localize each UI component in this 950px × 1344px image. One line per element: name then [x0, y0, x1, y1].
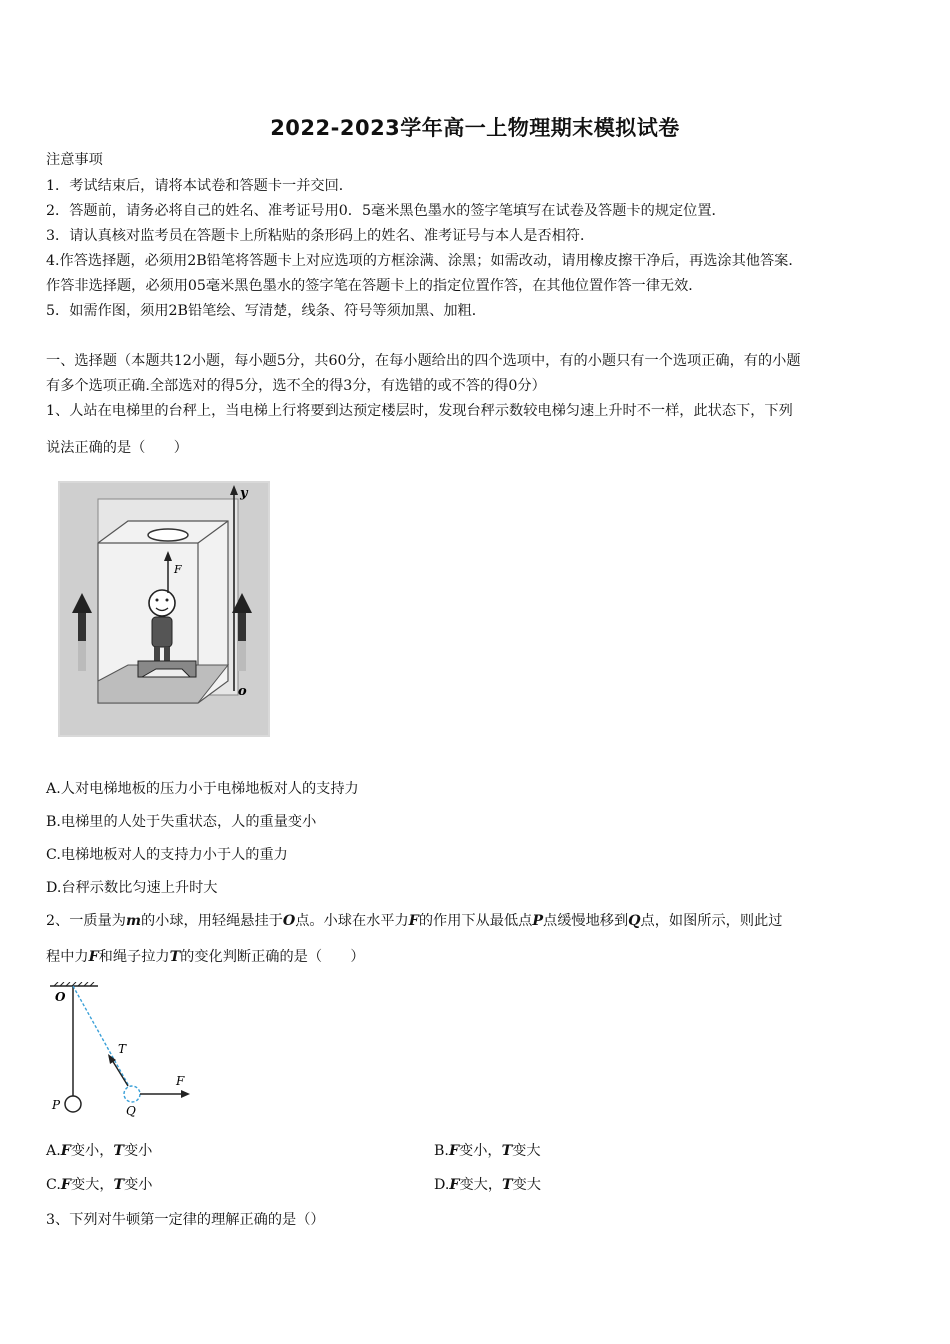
q1-option-c: C.电梯地板对人的支持力小于人的重力 [46, 847, 288, 863]
q2-option-c: C.F变大，T变小 [46, 1177, 153, 1193]
section-instructions-line1: 一、选择题（本题共12小题，每小题5分，共60分，在每小题给出的四个选项中，有的小题只有一个选项正确，有的小题 [46, 353, 801, 369]
tension-T-label: T [118, 1042, 127, 1056]
q1-option-b: B.电梯里的人处于失重状态，人的重量变小 [46, 814, 317, 830]
force-F-label: F [176, 1074, 185, 1088]
q1-option-d: D.台秤示数比匀速上升时大 [46, 880, 218, 896]
axis-y-label: y [240, 486, 248, 501]
q2-option-d: D.F变大，T变大 [434, 1177, 541, 1193]
note-item-1: 1．考试结束后，请将本试卷和答题卡一并交回． [46, 178, 353, 194]
point-P-label: P [52, 1098, 61, 1112]
question-1-stem-line2: 说法正确的是（ ） [46, 440, 188, 456]
point-O-label: O [55, 990, 66, 1004]
question-3-stem: 3、下列对牛顿第一定律的理解正确的是（） [46, 1212, 325, 1228]
note-item-4: 4.作答选择题，必须用2B铅笔将答题卡上对应选项的方框涂满、涂黑；如需改动，请用橡皮擦干净后，再选涂其他答案． [46, 253, 803, 269]
question-1-stem-line1: 1、人站在电梯里的台秤上，当电梯上行将要到达预定楼层时，发现台秤示数较电梯匀速上升时不一样，此状态下，下列 [46, 403, 793, 419]
q2-option-a: A.F变小，T变小 [46, 1143, 153, 1159]
note-item-4-cont: 作答非选择题，必须用05毫米黑色墨水的签字笔在答题卡上的指定位置作答，在其他位置作答一律无效． [46, 278, 703, 294]
note-item-3: 3．请认真核对监考员在答题卡上所粘贴的条形码上的姓名、准考证号与本人是否相符． [46, 228, 595, 244]
notes-heading: 注意事项 [46, 152, 103, 168]
note-item-5: 5．如需作图，须用2B铅笔绘、写清楚，线条、符号等须加黑、加粗． [46, 303, 486, 319]
q2-option-b: B.F变小，T变大 [434, 1143, 541, 1159]
question-2-stem-line2: 程中力F和绳子拉力T的变化判断正确的是（ ） [46, 949, 365, 965]
axis-origin-label: o [238, 684, 247, 699]
note-item-2: 2．答题前，请务必将自己的姓名、准考证号用0．5毫米黑色墨水的签字笔填写在试卷及答题卡的规定位置． [46, 203, 726, 219]
force-label-F: F [174, 563, 182, 576]
pendulum-figure [44, 982, 194, 1118]
point-Q-label: Q [126, 1104, 136, 1118]
section-instructions-line2: 有多个选项正确.全部选对的得5分，选不全的得3分，有选错的或不答的得0分） [46, 378, 546, 394]
q1-option-a: A.人对电梯地板的压力小于电梯地板对人的支持力 [46, 781, 359, 797]
page-title: 2022-2023学年高一上物理期末模拟试卷 [270, 116, 680, 140]
elevator-figure [58, 481, 270, 737]
question-2-stem-line1: 2、一质量为m的小球，用轻绳悬挂于O点。小球在水平力F的作用下从最低点P点缓慢地移到Q点，如图所示，则此过 [46, 913, 783, 929]
